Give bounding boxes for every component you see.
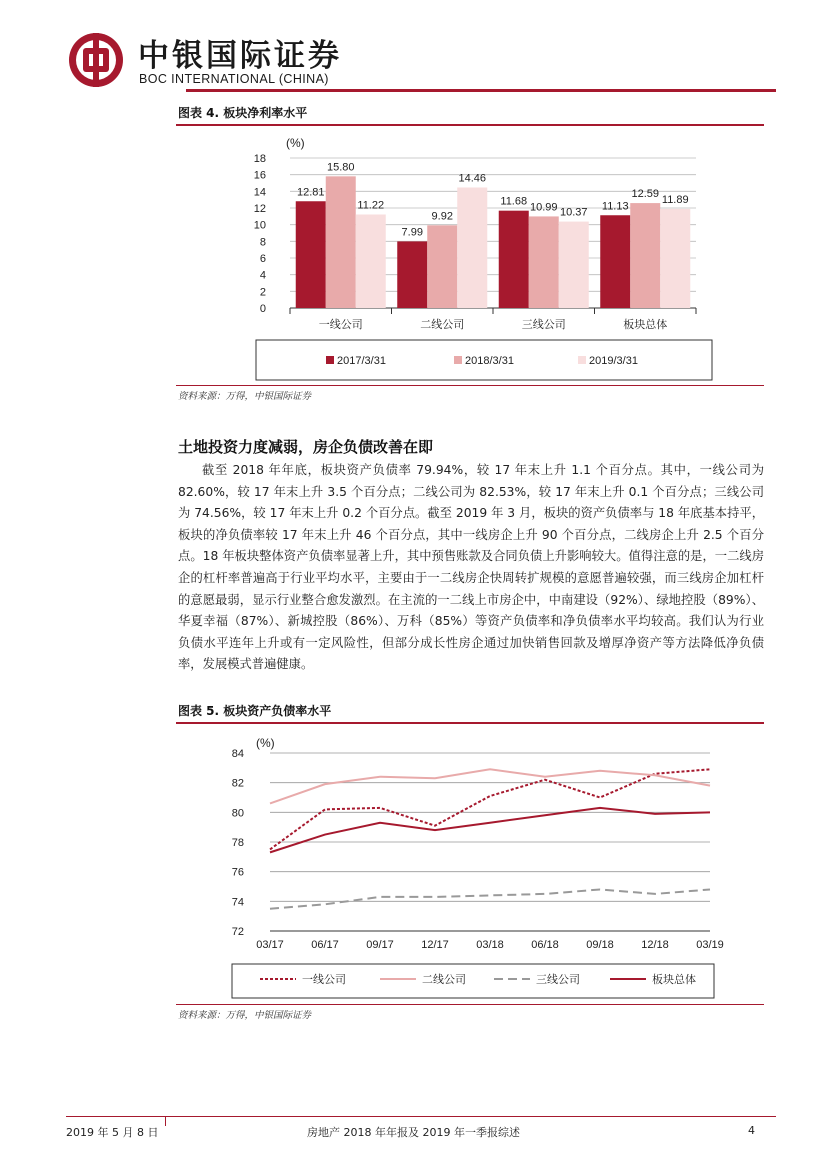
bar	[326, 176, 356, 308]
figure4-source: 资料来源：万得，中银国际证券	[178, 391, 312, 402]
y-tick-label: 82	[231, 777, 244, 790]
bar-value-label: 10.37	[559, 206, 588, 219]
header	[66, 28, 776, 98]
figure5-source: 资料来源：万得，中银国际证券	[178, 1010, 312, 1021]
bar-value-label: 12.81	[296, 186, 325, 199]
series-line	[270, 769, 710, 803]
y-tick-label: 76	[231, 866, 244, 879]
x-category-label: 二线公司	[420, 319, 465, 331]
y-tick-label: 0	[259, 303, 266, 315]
bar	[630, 203, 660, 308]
debt-ratio-line-chart	[176, 726, 766, 1002]
x-category-label: 三线公司	[521, 319, 566, 331]
header-divider	[186, 89, 776, 92]
y-tick-label: 8	[259, 236, 266, 249]
footer-divider	[66, 1116, 776, 1117]
legend-label: 二线公司	[422, 974, 466, 986]
bar-value-label: 7.99	[401, 226, 423, 239]
y-tick-label: 6	[259, 253, 266, 265]
bar	[356, 215, 386, 309]
legend-swatch	[578, 356, 586, 364]
y-tick-label: 72	[231, 926, 244, 938]
brand-name-cn: 中银国际证券	[138, 38, 342, 74]
page-number: 4	[748, 1124, 755, 1137]
boc-logo-icon	[66, 28, 130, 92]
bar-value-label: 10.99	[529, 201, 558, 214]
bar	[457, 188, 487, 309]
y-tick-label: 80	[231, 807, 244, 820]
legend-swatch	[454, 356, 462, 364]
footer-date: 2019 年 5 月 8 日	[66, 1126, 159, 1139]
figure4-bottom-rule	[176, 385, 764, 386]
section-paragraph: 截至 2018 年年底，板块资产负债率 79.94%，较 17 年末上升 1.1 个百分点。其中，一线公司为 82.60%，较 17 年末上升 3.5 个百分点；二线公司为 82.53%，较 17 年末上升 0.1 个百分点；三线公司为 74.56%，较 17 年末上升 0.2 个百分点。截至 2019 年 3 月，板块的资产负债率与 18 年底基本持平，板块的净负债率较 17 年末上升 46 个百分点，其中一线房企上升 90 个百分点，二线房企上升 2.5 个百分点。18 年板块整体资产负债率显著上升，其中预售账款及合同负债上升影响较大。值得注意的是，一二线房企的杠杆率普遍高于行业平均水平，主要由于一二线房企快周转扩规模的意愿普遍较强，而三线房企加杠杆的意愿最弱，显示行业整合愈发激烈。在主流的一二线上市房企中，中南建设（92%）、绿地控股（89%）、华夏幸福（87%）、新城控股（86%）、万科（85%）等资产负债率和净负债率水平均较高。我们认为行业负债水平连年上升或有一定风险性，但部分成长性房企通过加快销售回款及增厚净资产等方法降低净负债率，发展模式普遍健康。	[178, 463, 764, 672]
x-tick-label: 12/18	[641, 939, 669, 951]
y-tick-label: 74	[231, 896, 244, 909]
legend-label: 三线公司	[536, 974, 580, 986]
legend-label: 2017/3/31	[337, 355, 386, 367]
y-tick-label: 18	[253, 153, 266, 165]
bar	[660, 209, 690, 308]
bar	[559, 222, 589, 308]
bar-value-label: 14.46	[458, 172, 487, 185]
net-margin-bar-chart	[176, 128, 766, 384]
bar-value-label: 9.92	[431, 210, 453, 223]
y-tick-label: 12	[253, 203, 266, 215]
legend-label: 一线公司	[302, 974, 346, 986]
x-tick-label: 09/17	[366, 939, 394, 951]
bar-value-label: 11.68	[500, 195, 528, 208]
legend-label: 2018/3/31	[465, 355, 514, 367]
figure5-top-rule	[176, 722, 764, 724]
x-tick-label: 09/18	[586, 939, 614, 951]
section-title: 土地投资力度减弱，房企负债改善在即	[178, 438, 434, 456]
bar	[499, 211, 529, 308]
bar	[427, 225, 457, 308]
x-tick-label: 03/18	[476, 939, 504, 951]
series-line	[270, 889, 710, 908]
y-tick-label: 78	[231, 837, 244, 849]
y-tick-label: 16	[253, 169, 266, 182]
figure4-title: 图表 4. 板块净利率水平	[178, 106, 308, 120]
y-tick-label: 10	[253, 219, 266, 232]
bar-value-label: 11.22	[357, 199, 385, 212]
bar-value-label: 11.13	[601, 200, 629, 213]
y-axis-unit-label: (%)	[256, 736, 275, 750]
y-tick-label: 14	[253, 186, 266, 199]
legend-swatch	[326, 356, 334, 364]
x-category-label: 板块总体	[623, 319, 668, 331]
x-tick-label: 06/17	[311, 939, 339, 951]
y-axis-unit-label: (%)	[286, 136, 305, 150]
bar-value-label: 11.89	[661, 193, 689, 206]
bar	[529, 216, 559, 308]
x-tick-label: 03/17	[256, 939, 284, 951]
x-tick-label: 12/17	[421, 939, 449, 951]
y-tick-label: 2	[259, 286, 266, 299]
figure5-bottom-rule	[176, 1004, 764, 1005]
legend-label: 板块总体	[652, 974, 696, 986]
footer-report-title: 房地产 2018 年年报及 2019 年一季报综述	[307, 1126, 520, 1139]
series-line	[270, 769, 710, 849]
bar-value-label: 15.80	[326, 161, 355, 174]
x-category-label: 一线公司	[318, 319, 363, 331]
bar	[296, 201, 326, 308]
x-tick-label: 06/18	[531, 939, 559, 951]
bar-value-label: 12.59	[631, 188, 660, 201]
legend-label: 2019/3/31	[589, 355, 638, 367]
x-tick-label: 03/19	[696, 939, 724, 951]
series-line	[270, 808, 710, 853]
y-tick-label: 84	[231, 748, 244, 760]
brand-name-en: BOC INTERNATIONAL (CHINA)	[139, 72, 329, 86]
bar	[397, 241, 427, 308]
figure4-top-rule	[176, 124, 764, 126]
y-tick-label: 4	[259, 269, 266, 282]
bar	[600, 215, 630, 308]
figure5-title: 图表 5. 板块资产负债率水平	[178, 704, 332, 718]
